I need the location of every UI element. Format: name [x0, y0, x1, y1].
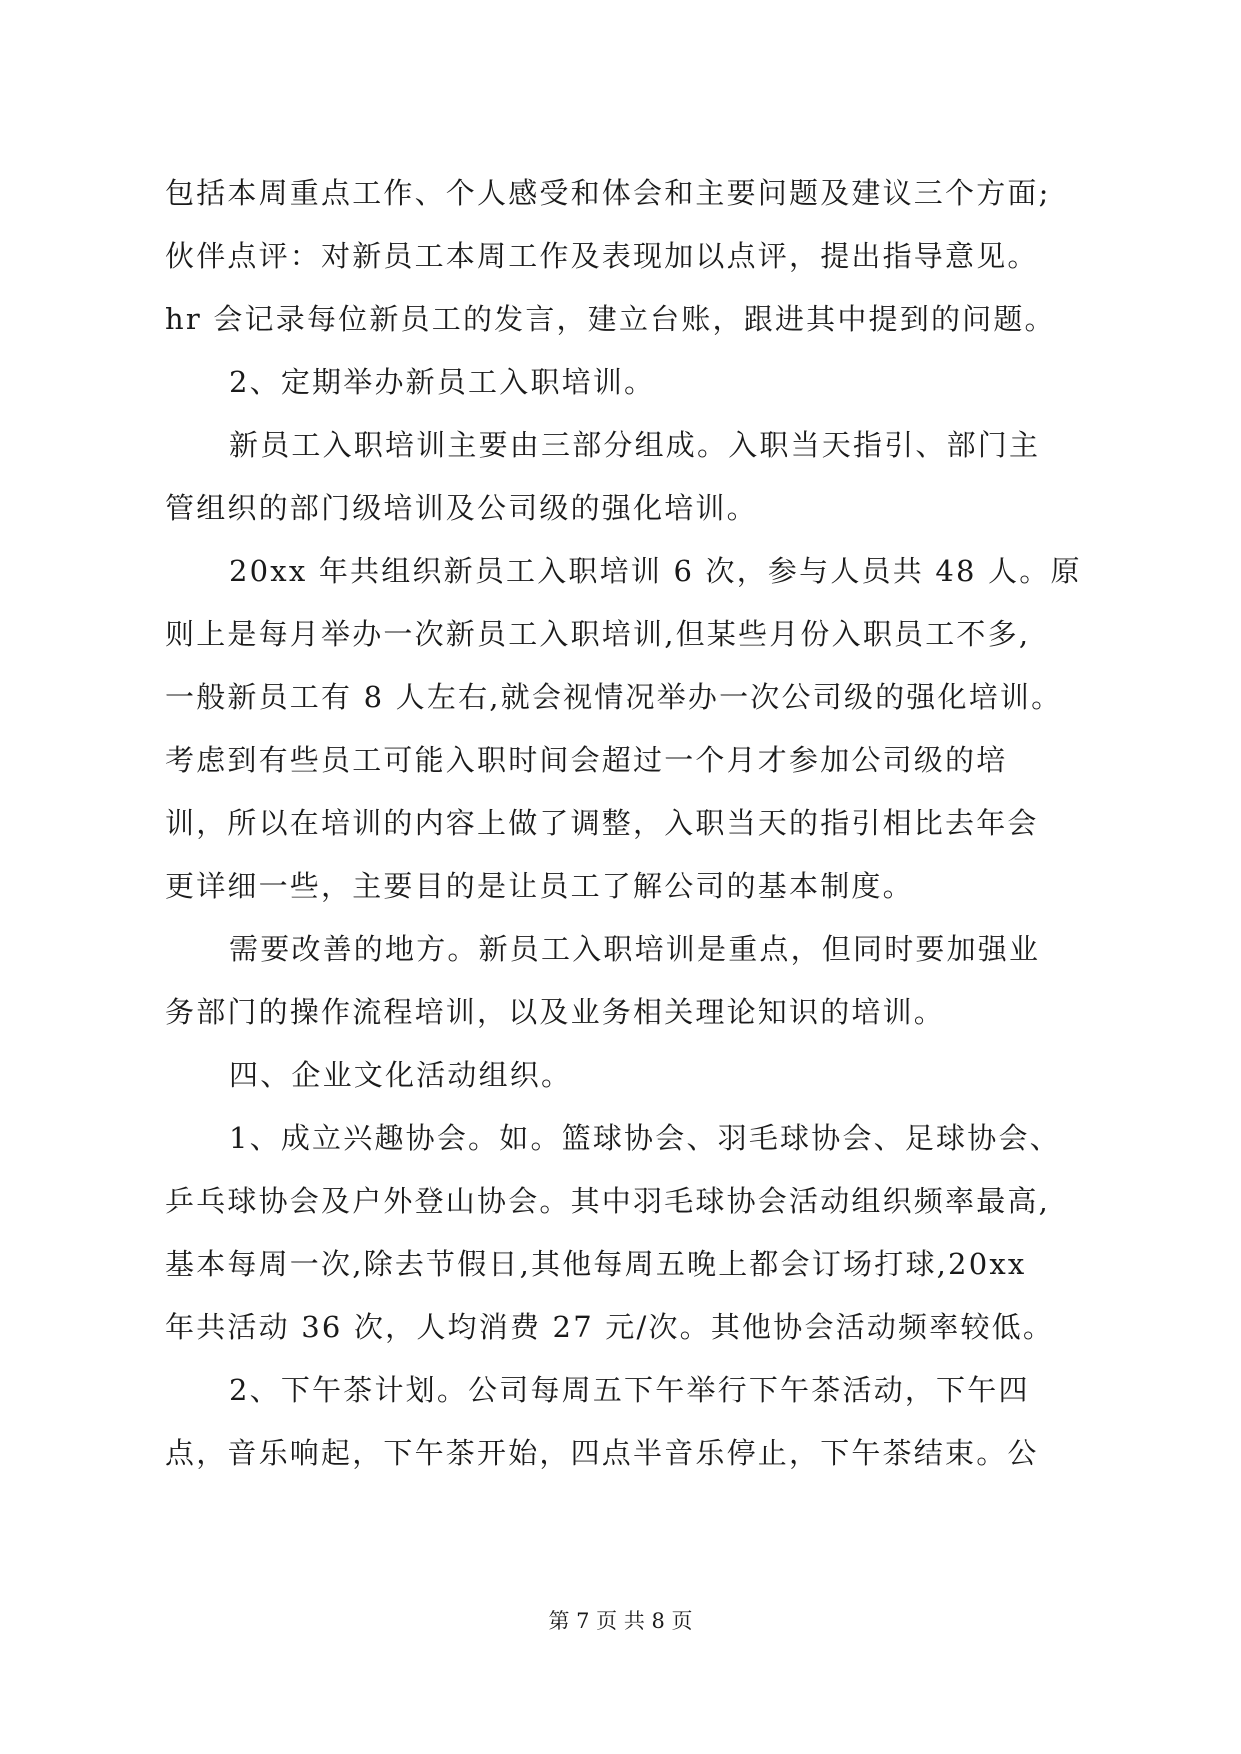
- text-line: 点，音乐响起，下午茶开始，四点半音乐停止，下午茶结束。公: [165, 1436, 1039, 1470]
- text-line: 训，所以在培训的内容上做了调整，入职当天的指引相比去年会: [165, 806, 1039, 840]
- text-line: 20xx 年共组织新员工入职培训 6 次，参与人员共 48 人。原: [229, 554, 1082, 588]
- text-line: 年共活动 36 次，人均消费 27 元/次。其他协会活动频率较低。: [165, 1310, 1055, 1344]
- text-line: 基本每周一次,除去节假日,其他每周五晚上都会订场打球,20xx: [165, 1247, 1027, 1281]
- page-footer: [0, 1606, 1241, 1636]
- text-line: 1、成立兴趣协会。如。篮球协会、羽毛球协会、足球协会、: [229, 1121, 1061, 1155]
- text-line: 一般新员工有 8 人左右,就会视情况举办一次公司级的强化培训。: [165, 680, 1063, 714]
- text-line: 则上是每月举办一次新员工入职培训,但某些月份入职员工不多,: [165, 617, 1031, 651]
- text-line: hr 会记录每位新员工的发言，建立台账，跟进其中提到的问题。: [165, 302, 1056, 336]
- page-number: 第 7 页 共 8 页: [548, 1609, 693, 1633]
- text-line: 2、下午茶计划。公司每周五下午举行下午茶活动，下午四: [229, 1373, 1030, 1407]
- text-line: 更详细一些，主要目的是让员工了解公司的基本制度。: [165, 869, 914, 903]
- text-line: 2、定期举办新员工入职培训。: [229, 365, 656, 399]
- text-line: 伙伴点评：对新员工本周工作及表现加以点评，提出指导意见。: [165, 239, 1039, 273]
- section-heading: 四、企业文化活动组织。: [229, 1058, 573, 1092]
- document-body: [165, 162, 1095, 1485]
- text-line: 包括本周重点工作、个人感受和体会和主要问题及建议三个方面;: [165, 176, 1051, 210]
- text-line: 乒乓球协会及户外登山协会。其中羽毛球协会活动组织频率最高,: [165, 1184, 1051, 1218]
- text-line: 新员工入职培训主要由三部分组成。入职当天指引、部门主: [229, 428, 1041, 462]
- text-line: 管组织的部门级培训及公司级的强化培训。: [165, 491, 758, 525]
- text-line: 务部门的操作流程培训，以及业务相关理论知识的培训。: [165, 995, 946, 1029]
- text-line: 考虑到有些员工可能入职时间会超过一个月才参加公司级的培: [165, 743, 1008, 777]
- text-line: 需要改善的地方。新员工入职培训是重点，但同时要加强业: [229, 932, 1041, 966]
